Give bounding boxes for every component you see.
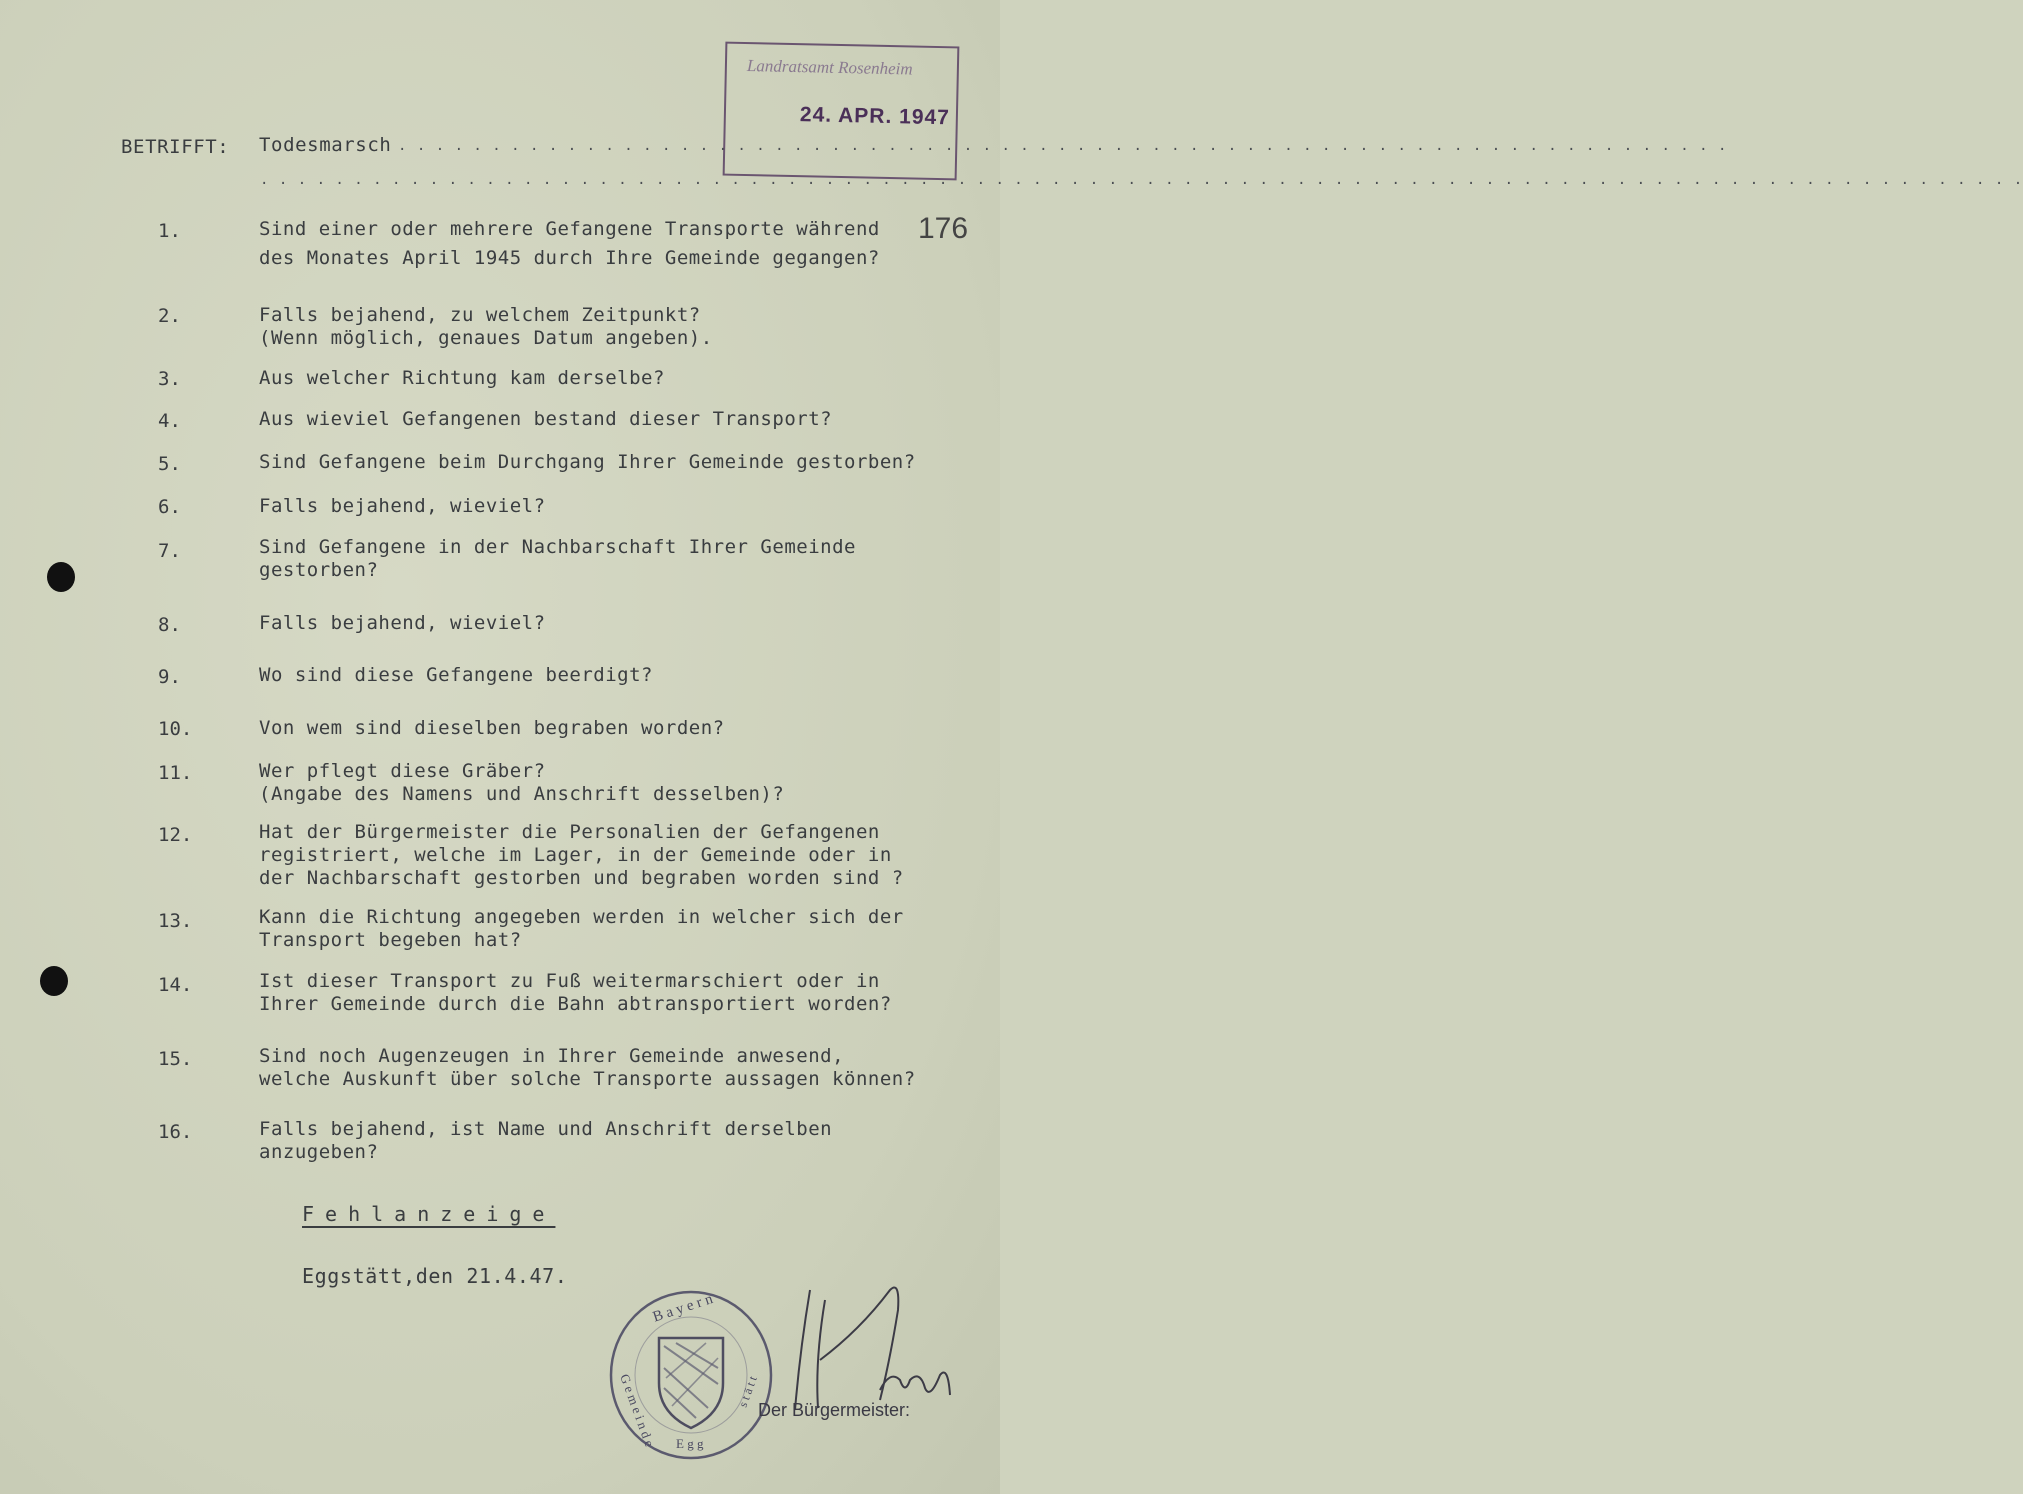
question-text: Falls bejahend, ist Name und Anschrift derselben anzugeben?	[259, 1118, 833, 1163]
question-number: 6.	[158, 496, 181, 518]
question-text: Aus wieviel Gefangenen bestand dieser Transport?	[259, 408, 833, 430]
answer-text: Fehlanzeige	[302, 1202, 556, 1226]
question-text: Ist dieser Transport zu Fuß weitermarschiert oder in Ihrer Gemeinde durch die Bahn abtransportiert worden?	[259, 970, 892, 1015]
question-text: Wo sind diese Gefangene beerdigt?	[259, 664, 653, 686]
question-text: Von wem sind dieselben begraben worden?	[259, 717, 725, 739]
svg-text:E g g: E g g	[676, 1436, 704, 1451]
stamp-office: Landratsamt Rosenheim	[746, 56, 913, 79]
question-number: 8.	[158, 614, 181, 636]
question-text: Aus welcher Richtung kam derselbe?	[259, 367, 665, 389]
question-text: Sind einer oder mehrere Gefangene Transporte während des Monates April 1945 durch Ihre Gemeinde gegangen?	[259, 218, 880, 269]
question-number: 15.	[158, 1048, 193, 1070]
subject-text: Todesmarsch	[259, 134, 392, 156]
punch-hole-upper	[47, 562, 75, 592]
question-number: 13.	[158, 910, 193, 932]
handwritten-number: 176	[918, 212, 969, 245]
question-number: 11.	[158, 762, 193, 784]
question-text: Falls bejahend, wieviel?	[259, 495, 546, 517]
municipal-seal	[606, 1288, 776, 1463]
question-text: Wer pflegt diese Gräber? (Angabe des Namens und Anschrift desselben)?	[259, 760, 785, 805]
dotted-line-1: . . . . . . . . . . . . . . . . . . . . . . . . . . . . . . . . . . . . . . . . . . . . . . . . . . . . . . . . . . . . . . . . . . . . . . .	[398, 138, 1728, 154]
question-text: Sind Gefangene in der Nachbarschaft Ihrer Gemeinde gestorben?	[259, 536, 856, 581]
question-text: Hat der Bürgermeister die Personalien der Gefangenen registriert, welche im Lager, in der Gemeinde oder in der Nachbarschaft gestorben und begraben worden sind ?	[259, 821, 904, 889]
question-number: 10.	[158, 718, 193, 740]
stamp-date: 24. APR. 1947	[799, 103, 951, 130]
svg-text:B a y e r n: B a y e r n	[650, 1291, 715, 1326]
punch-hole-lower	[40, 966, 68, 996]
question-text: Sind Gefangene beim Durchgang Ihrer Gemeinde gestorben?	[259, 451, 916, 473]
question-number: 12.	[158, 824, 193, 846]
question-number: 5.	[158, 453, 181, 475]
question-text: Sind noch Augenzeugen in Ihrer Gemeinde anwesend, welche Auskunft über solche Transporte aussagen können?	[259, 1045, 916, 1090]
dotted-line-2: . . . . . . . . . . . . . . . . . . . . . . . . . . . . . . . . . . . . . . . . . . . . . . . . . . . . . . . . . . . . . . . . . . . . . . . . . . . . . . . . . . . . . . . . . . . . . .	[260, 172, 2023, 188]
question-number: 7.	[158, 540, 181, 562]
subject-label: BETRIFFT:	[121, 136, 230, 158]
question-number: 4.	[158, 410, 181, 432]
svg-text:s t ä t t: s t ä t t	[735, 1374, 760, 1410]
receipt-stamp	[723, 42, 960, 181]
svg-text:G e m e i n d e: G e m e i n d e	[617, 1371, 658, 1449]
question-number: 9.	[158, 666, 181, 688]
signature-label: Der Bürgermeister:	[758, 1400, 911, 1420]
question-number: 3.	[158, 368, 181, 390]
question-text: Falls bejahend, zu welchem Zeitpunkt? (Wenn möglich, genaues Datum angeben).	[259, 304, 713, 349]
place-date: Eggstätt,den 21.4.47.	[302, 1264, 568, 1288]
question-number: 1.	[158, 220, 181, 242]
question-text: Kann die Richtung angegeben werden in welcher sich der Transport begeben hat?	[259, 906, 904, 951]
question-number: 16.	[158, 1121, 193, 1143]
question-number: 14.	[158, 974, 193, 996]
question-text: Falls bejahend, wieviel?	[259, 612, 546, 634]
question-number: 2.	[158, 305, 181, 327]
